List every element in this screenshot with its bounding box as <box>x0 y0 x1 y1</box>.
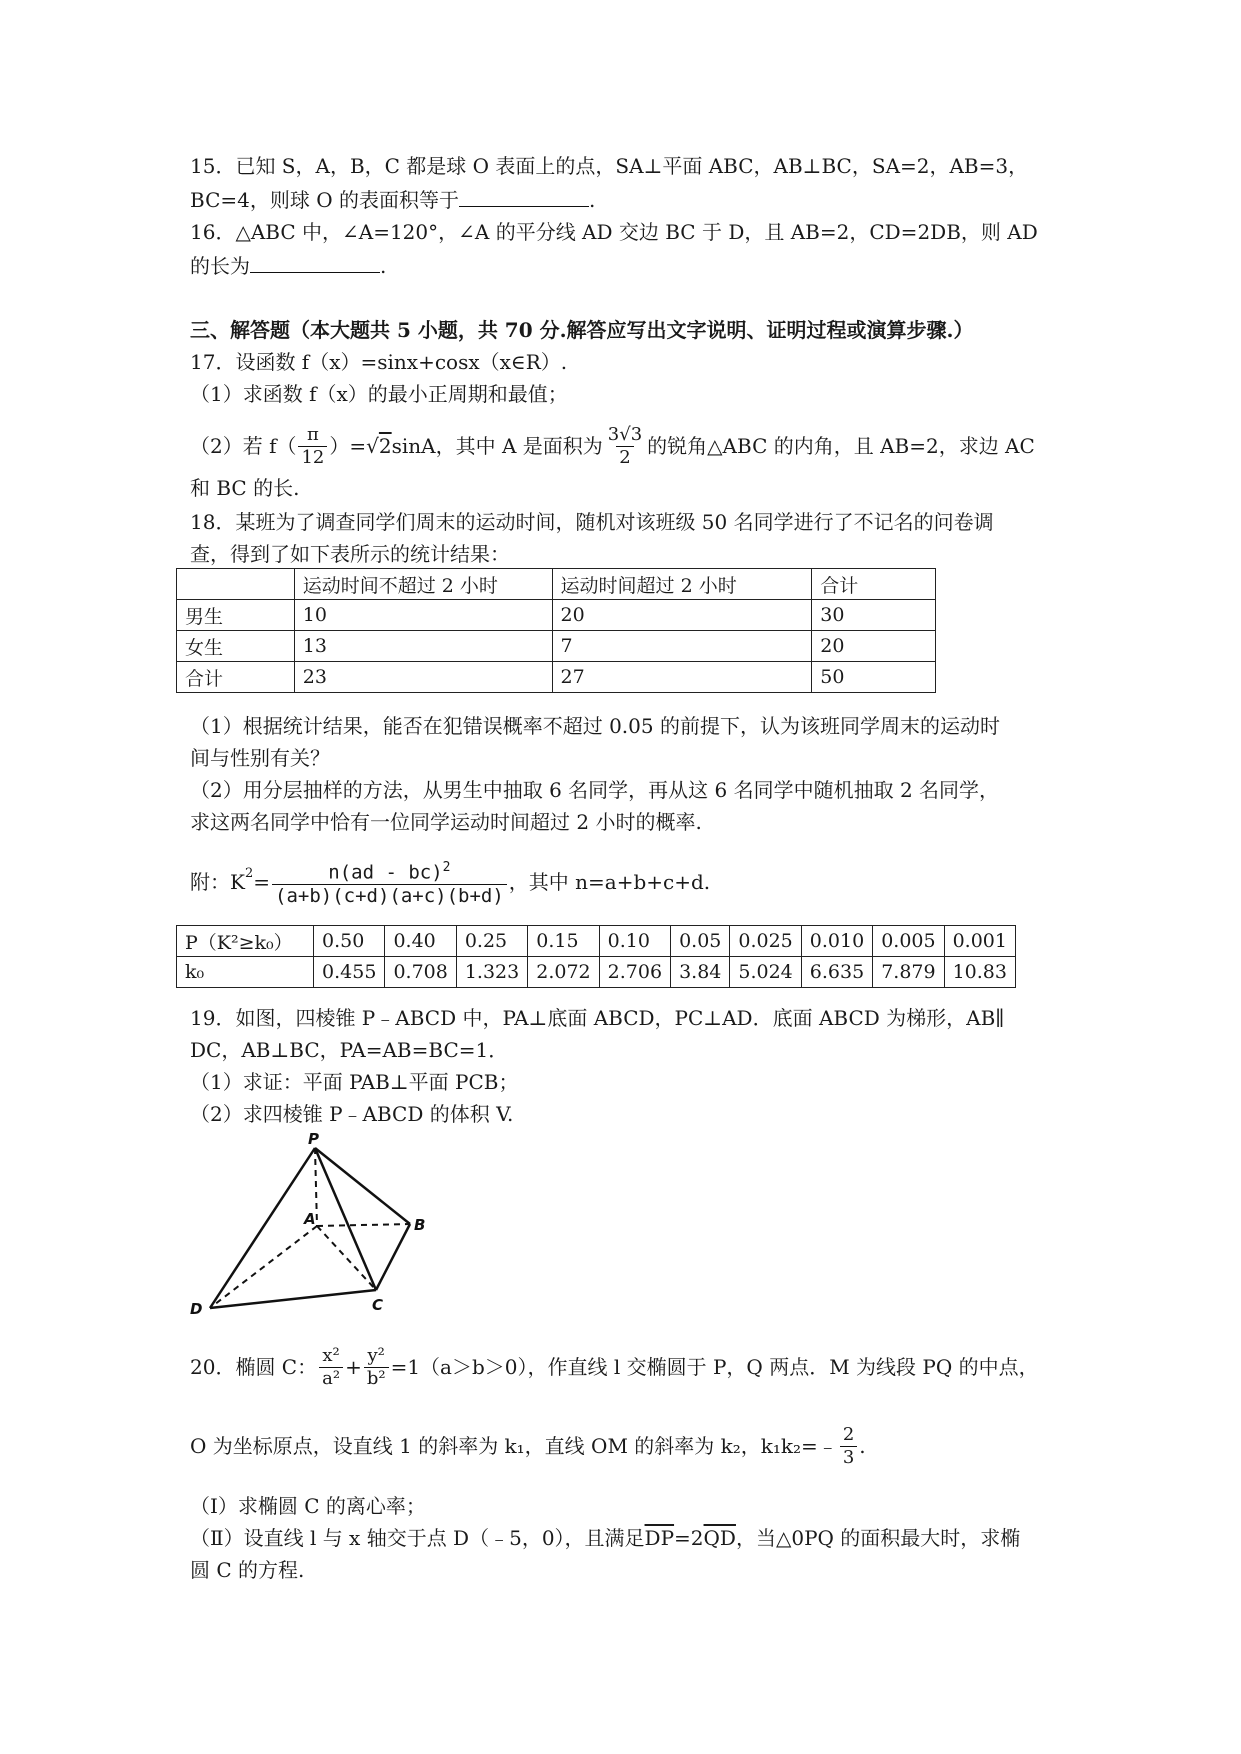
table-cell: P（K²≥k₀） <box>177 926 314 957</box>
table-cell: 0.50 <box>314 926 385 957</box>
table-cell: 10 <box>294 600 552 631</box>
q18-part1-line2: 间与性别有关？ <box>190 746 330 770</box>
frac-denominator: 12 <box>298 446 327 469</box>
frac-denominator: 2 <box>616 446 633 469</box>
q16-line2 <box>190 252 386 280</box>
edge-ab <box>317 1224 410 1226</box>
table-cell: 30 <box>812 600 936 631</box>
q17-part2-text-a: （2）若 f（ <box>190 434 297 458</box>
table-cell: 0.455 <box>314 957 385 988</box>
edge-ad <box>210 1226 317 1308</box>
table-cell: 0.15 <box>528 926 599 957</box>
frac-denominator: 3 <box>840 1446 857 1469</box>
table-cell: 7 <box>552 631 812 662</box>
frac-numerator: 3√3 <box>607 423 643 445</box>
q20-prefix: 20．椭圆 C： <box>190 1355 318 1379</box>
vector-qd: $\overline{QD}$ <box>703 1526 736 1550</box>
table-cell: 运动时间超过 2 小时 <box>552 569 812 600</box>
table-cell: 0.025 <box>730 926 801 957</box>
vertex-label-b: B <box>414 1216 426 1234</box>
q18-part1-line1: （1）根据统计结果，能否在犯错误概率不超过 0.05 的前提下，认为该班同学周末的运动时 <box>190 714 1000 738</box>
vertex-label-p: P <box>308 1130 319 1148</box>
edge-cb <box>376 1224 410 1290</box>
table-cell: 20 <box>812 631 936 662</box>
table-cell: 10.83 <box>944 957 1015 988</box>
chi-square-formula <box>190 852 710 912</box>
table-cell: 0.05 <box>671 926 730 957</box>
q20-part2-line2: 圆 C 的方程. <box>190 1558 305 1582</box>
q15-period: . <box>588 188 596 212</box>
table-cell: 男生 <box>177 600 295 631</box>
q17-part2-text-d: 的锐角△ABC 的内角，且 AB=2，求边 AC <box>647 434 1035 458</box>
two-thirds-fraction <box>840 1424 857 1469</box>
frac-denominator: a² <box>319 1367 343 1390</box>
q17-part1: （1）求函数 f（x）的最小正周期和最值； <box>190 382 568 406</box>
table-cell: 0.10 <box>599 926 670 957</box>
area-fraction <box>605 424 645 469</box>
q20-line1-text: =1（a＞b＞0），作直线 l 交椭圆于 P，Q 两点．M 为线段 PQ 的中点， <box>390 1355 1039 1379</box>
frac-denominator: (a+b)(c+d)(a+c)(b+d) <box>272 884 507 907</box>
y-over-b-fraction <box>364 1345 389 1390</box>
table-cell: 1.323 <box>456 957 527 988</box>
vertex-label-a: A <box>304 1210 316 1228</box>
table-row <box>177 662 936 693</box>
formula-superscript: 2 <box>244 866 254 881</box>
q16-line2-text: 的长为 <box>190 254 250 278</box>
q20-line1 <box>190 1332 1039 1402</box>
vector-equation: =2 <box>674 1526 704 1550</box>
table-cell <box>177 569 295 600</box>
frac-numerator: π <box>307 423 319 445</box>
q19-line1: 19．如图，四棱锥 P﹣ABCD 中，PA⊥底面 ABCD，PC⊥AD．底面 ABCD 为梯形，AB∥ <box>190 1006 1005 1030</box>
numerator-text: n(ad - bc) <box>328 861 443 884</box>
frac-denominator: b² <box>364 1367 389 1390</box>
edge-dc <box>210 1290 376 1308</box>
q18-line2: 查，得到了如下表所示的统计结果： <box>190 542 510 566</box>
table-cell: 女生 <box>177 631 295 662</box>
q20-part2-text-end: ，当△0PQ 的面积最大时，求椭 <box>735 1526 1021 1550</box>
pi-over-12-fraction <box>298 424 327 469</box>
q17-part2-text-b: ）= <box>329 434 367 458</box>
table-cell: 23 <box>294 662 552 693</box>
table-cell: 13 <box>294 631 552 662</box>
table-cell: 7.879 <box>873 957 944 988</box>
table-cell: 0.001 <box>944 926 1015 957</box>
q15-line1: 15．已知 S，A，B，C 都是球 O 表面上的点，SA⊥平面 ABC，AB⊥BC，SA=2，AB=3， <box>190 154 1029 178</box>
q17-part2-line2: 和 BC 的长. <box>190 476 300 500</box>
numerator-superscript: 2 <box>442 860 451 876</box>
table-cell: k₀ <box>177 957 314 988</box>
q19-part1: （1）求证：平面 PAB⊥平面 PCB； <box>190 1070 519 1094</box>
table-cell: 运动时间不超过 2 小时 <box>294 569 552 600</box>
table-cell: 合计 <box>177 662 295 693</box>
table-row <box>177 631 936 662</box>
q16-line1: 16．△ABC 中，∠A=120°，∠A 的平分线 AD 交边 BC 于 D，且 AB=2，CD=2DB，则 AD <box>190 220 1038 244</box>
table-cell: 3.84 <box>671 957 730 988</box>
table-cell: 6.635 <box>801 957 872 988</box>
q20-part1: （Ⅰ）求椭圆 C 的离心率； <box>190 1494 426 1518</box>
q20-line2 <box>190 1418 866 1474</box>
table-cell: 20 <box>552 600 812 631</box>
q20-period: . <box>859 1434 866 1458</box>
edge-ac <box>317 1226 376 1290</box>
q19-part2: （2）求四棱锥 P﹣ABCD 的体积 V. <box>190 1102 514 1126</box>
q17-part2 <box>190 418 1035 474</box>
critical-value-table <box>176 925 1016 988</box>
frac-numerator: y² <box>367 1344 385 1366</box>
table-cell: 0.25 <box>456 926 527 957</box>
table-row <box>177 957 1016 988</box>
formula-prefix: 附：K <box>190 870 245 894</box>
edge-pc <box>315 1148 376 1290</box>
table-cell: 2.706 <box>599 957 670 988</box>
table-row <box>177 926 1016 957</box>
q17-line1: 17．设函数 f（x）=sinx+cosx（x∈R）. <box>190 350 568 374</box>
q20-part2-text: （Ⅱ）设直线 l 与 x 轴交于点 D（﹣5，0），且满足 <box>190 1526 645 1550</box>
q19-line2: DC，AB⊥BC，PA=AB=BC=1． <box>190 1038 509 1062</box>
q20-line2-text: O 为坐标原点，设直线 1 的斜率为 k₁，直线 OM 的斜率为 k₂，k₁k₂=﹣ <box>190 1434 838 1458</box>
sqrt-radicand: 2 <box>378 434 392 458</box>
table-cell: 合计 <box>812 569 936 600</box>
section-heading: 三、解答题（本大题共 5 小题，共 70 分.解答应写出文字说明、证明过程或演算步骤.） <box>190 318 974 342</box>
vector-dp: $\overline{DP}$ <box>644 1526 675 1550</box>
table-cell: 27 <box>552 662 812 693</box>
survey-table <box>176 568 936 693</box>
q20-part2 <box>190 1524 1020 1552</box>
q18-part2-line2: 求这两名同学中恰有一位同学运动时间超过 2 小时的概率. <box>190 810 702 834</box>
q17-part2-text-c: sinA，其中 A 是面积为 <box>391 434 603 458</box>
q18-part2-line1: （2）用分层抽样的方法，从男生中抽取 6 名同学，再从这 6 名同学中随机抽取 2 名同学， <box>190 778 1000 802</box>
table-cell: 2.072 <box>528 957 599 988</box>
frac-numerator: 2 <box>842 1423 855 1445</box>
table-cell: 50 <box>812 662 936 693</box>
table-cell: 0.40 <box>385 926 456 957</box>
table-cell: 0.708 <box>385 957 456 988</box>
pyramid-figure <box>180 1130 440 1330</box>
table-cell: 0.005 <box>873 926 944 957</box>
vertex-label-c: C <box>372 1296 384 1314</box>
answer-blank <box>459 186 589 207</box>
table-row <box>177 600 936 631</box>
q15-line2 <box>190 186 595 214</box>
edge-pd <box>210 1148 315 1308</box>
chi-square-fraction <box>272 857 507 906</box>
table-cell: 5.024 <box>730 957 801 988</box>
frac-numerator <box>325 857 453 883</box>
q16-period: . <box>380 254 387 278</box>
q18-line1: 18．某班为了调查同学们周末的运动时间，随机对该班级 50 名同学进行了不记名的问卷调 <box>190 510 994 534</box>
plus-sign: + <box>345 1355 362 1379</box>
edge-pb <box>315 1148 410 1224</box>
table-cell: 0.010 <box>801 926 872 957</box>
q15-line2-text: BC=4，则球 O 的表面积等于 <box>190 188 459 212</box>
formula-equals: = <box>253 870 270 894</box>
frac-numerator: x² <box>322 1344 340 1366</box>
vertex-label-d: D <box>190 1300 203 1318</box>
formula-suffix: ，其中 n=a+b+c+d. <box>508 870 711 894</box>
sqrt-symbol: √ <box>366 434 379 458</box>
answer-blank <box>250 252 380 273</box>
table-header-row <box>177 569 936 600</box>
x-over-a-fraction <box>319 1345 343 1390</box>
